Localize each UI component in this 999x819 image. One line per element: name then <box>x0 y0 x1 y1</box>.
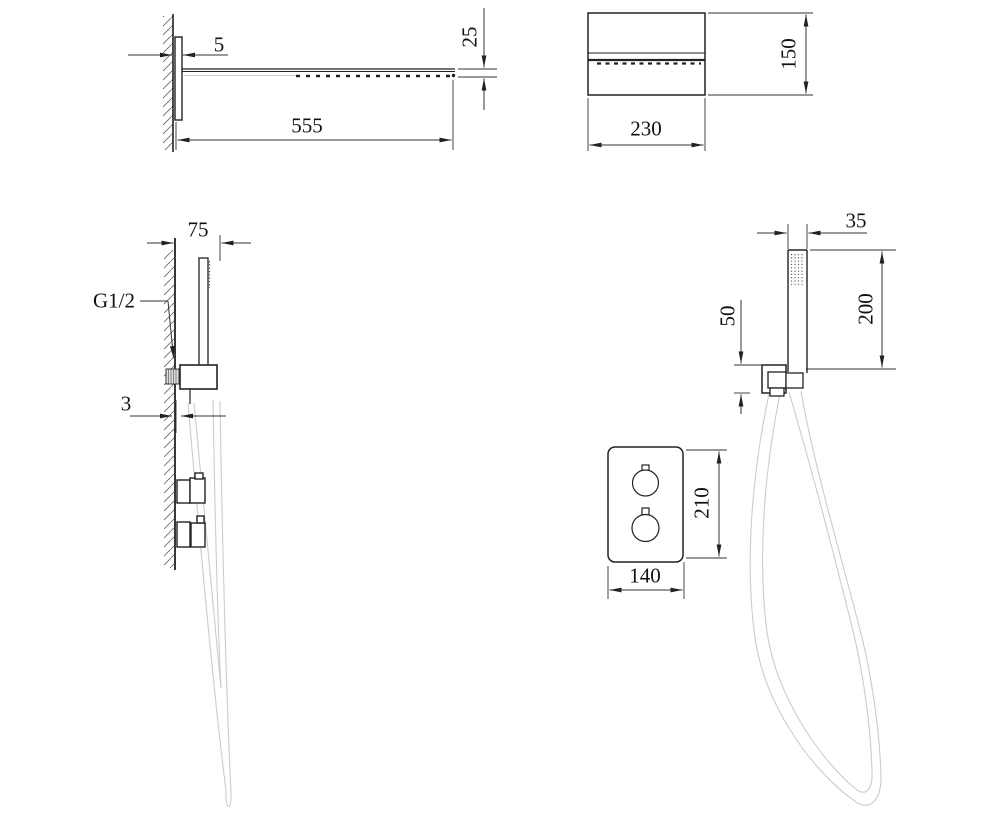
dim-head-thickness <box>458 8 497 110</box>
wall-hatch <box>163 16 173 150</box>
view-handshower-side <box>130 235 251 807</box>
dim-label-head-thickness: 25 <box>457 26 482 48</box>
shower-head-front <box>588 13 705 95</box>
wall-hatch <box>164 250 174 568</box>
shower-arm <box>182 69 455 77</box>
dim-label-valve-width: 140 <box>629 563 661 588</box>
thread-size-label: G1/2 <box>93 288 135 313</box>
dim-label-valve-height: 210 <box>689 487 714 519</box>
spray-face-dots <box>792 254 803 287</box>
wall-outlet-bracket <box>762 365 803 396</box>
dim-label-plate-offset: 3 <box>120 391 132 416</box>
dim-label-head-width: 230 <box>630 116 662 141</box>
dim-label-wand-length: 200 <box>853 293 878 325</box>
valve-knob-upper-side <box>177 473 205 503</box>
view-overhead-front <box>588 13 813 151</box>
dim-wand-length <box>806 250 896 369</box>
wall-bracket-side <box>180 365 217 389</box>
dim-label-plate-thickness: 5 <box>213 32 225 57</box>
dim-label-arm-length: 555 <box>291 113 323 138</box>
thermostat-plate <box>608 447 683 562</box>
view-valve-front <box>608 447 727 599</box>
valve-knob-lower-side <box>177 516 205 547</box>
mounting-plate <box>175 37 182 120</box>
handshower-wand-front <box>788 250 807 373</box>
dim-label-head-height: 150 <box>776 38 801 70</box>
threaded-connector <box>166 369 179 384</box>
dim-plate-offset <box>130 400 226 433</box>
hose-loop <box>750 391 881 805</box>
dim-label-wall-distance: 75 <box>187 217 209 242</box>
dim-label-outlet-offset: 50 <box>715 305 740 327</box>
dim-label-wand-width: 35 <box>845 208 867 233</box>
hose-side <box>188 400 231 807</box>
handshower-wand-side <box>199 258 208 366</box>
